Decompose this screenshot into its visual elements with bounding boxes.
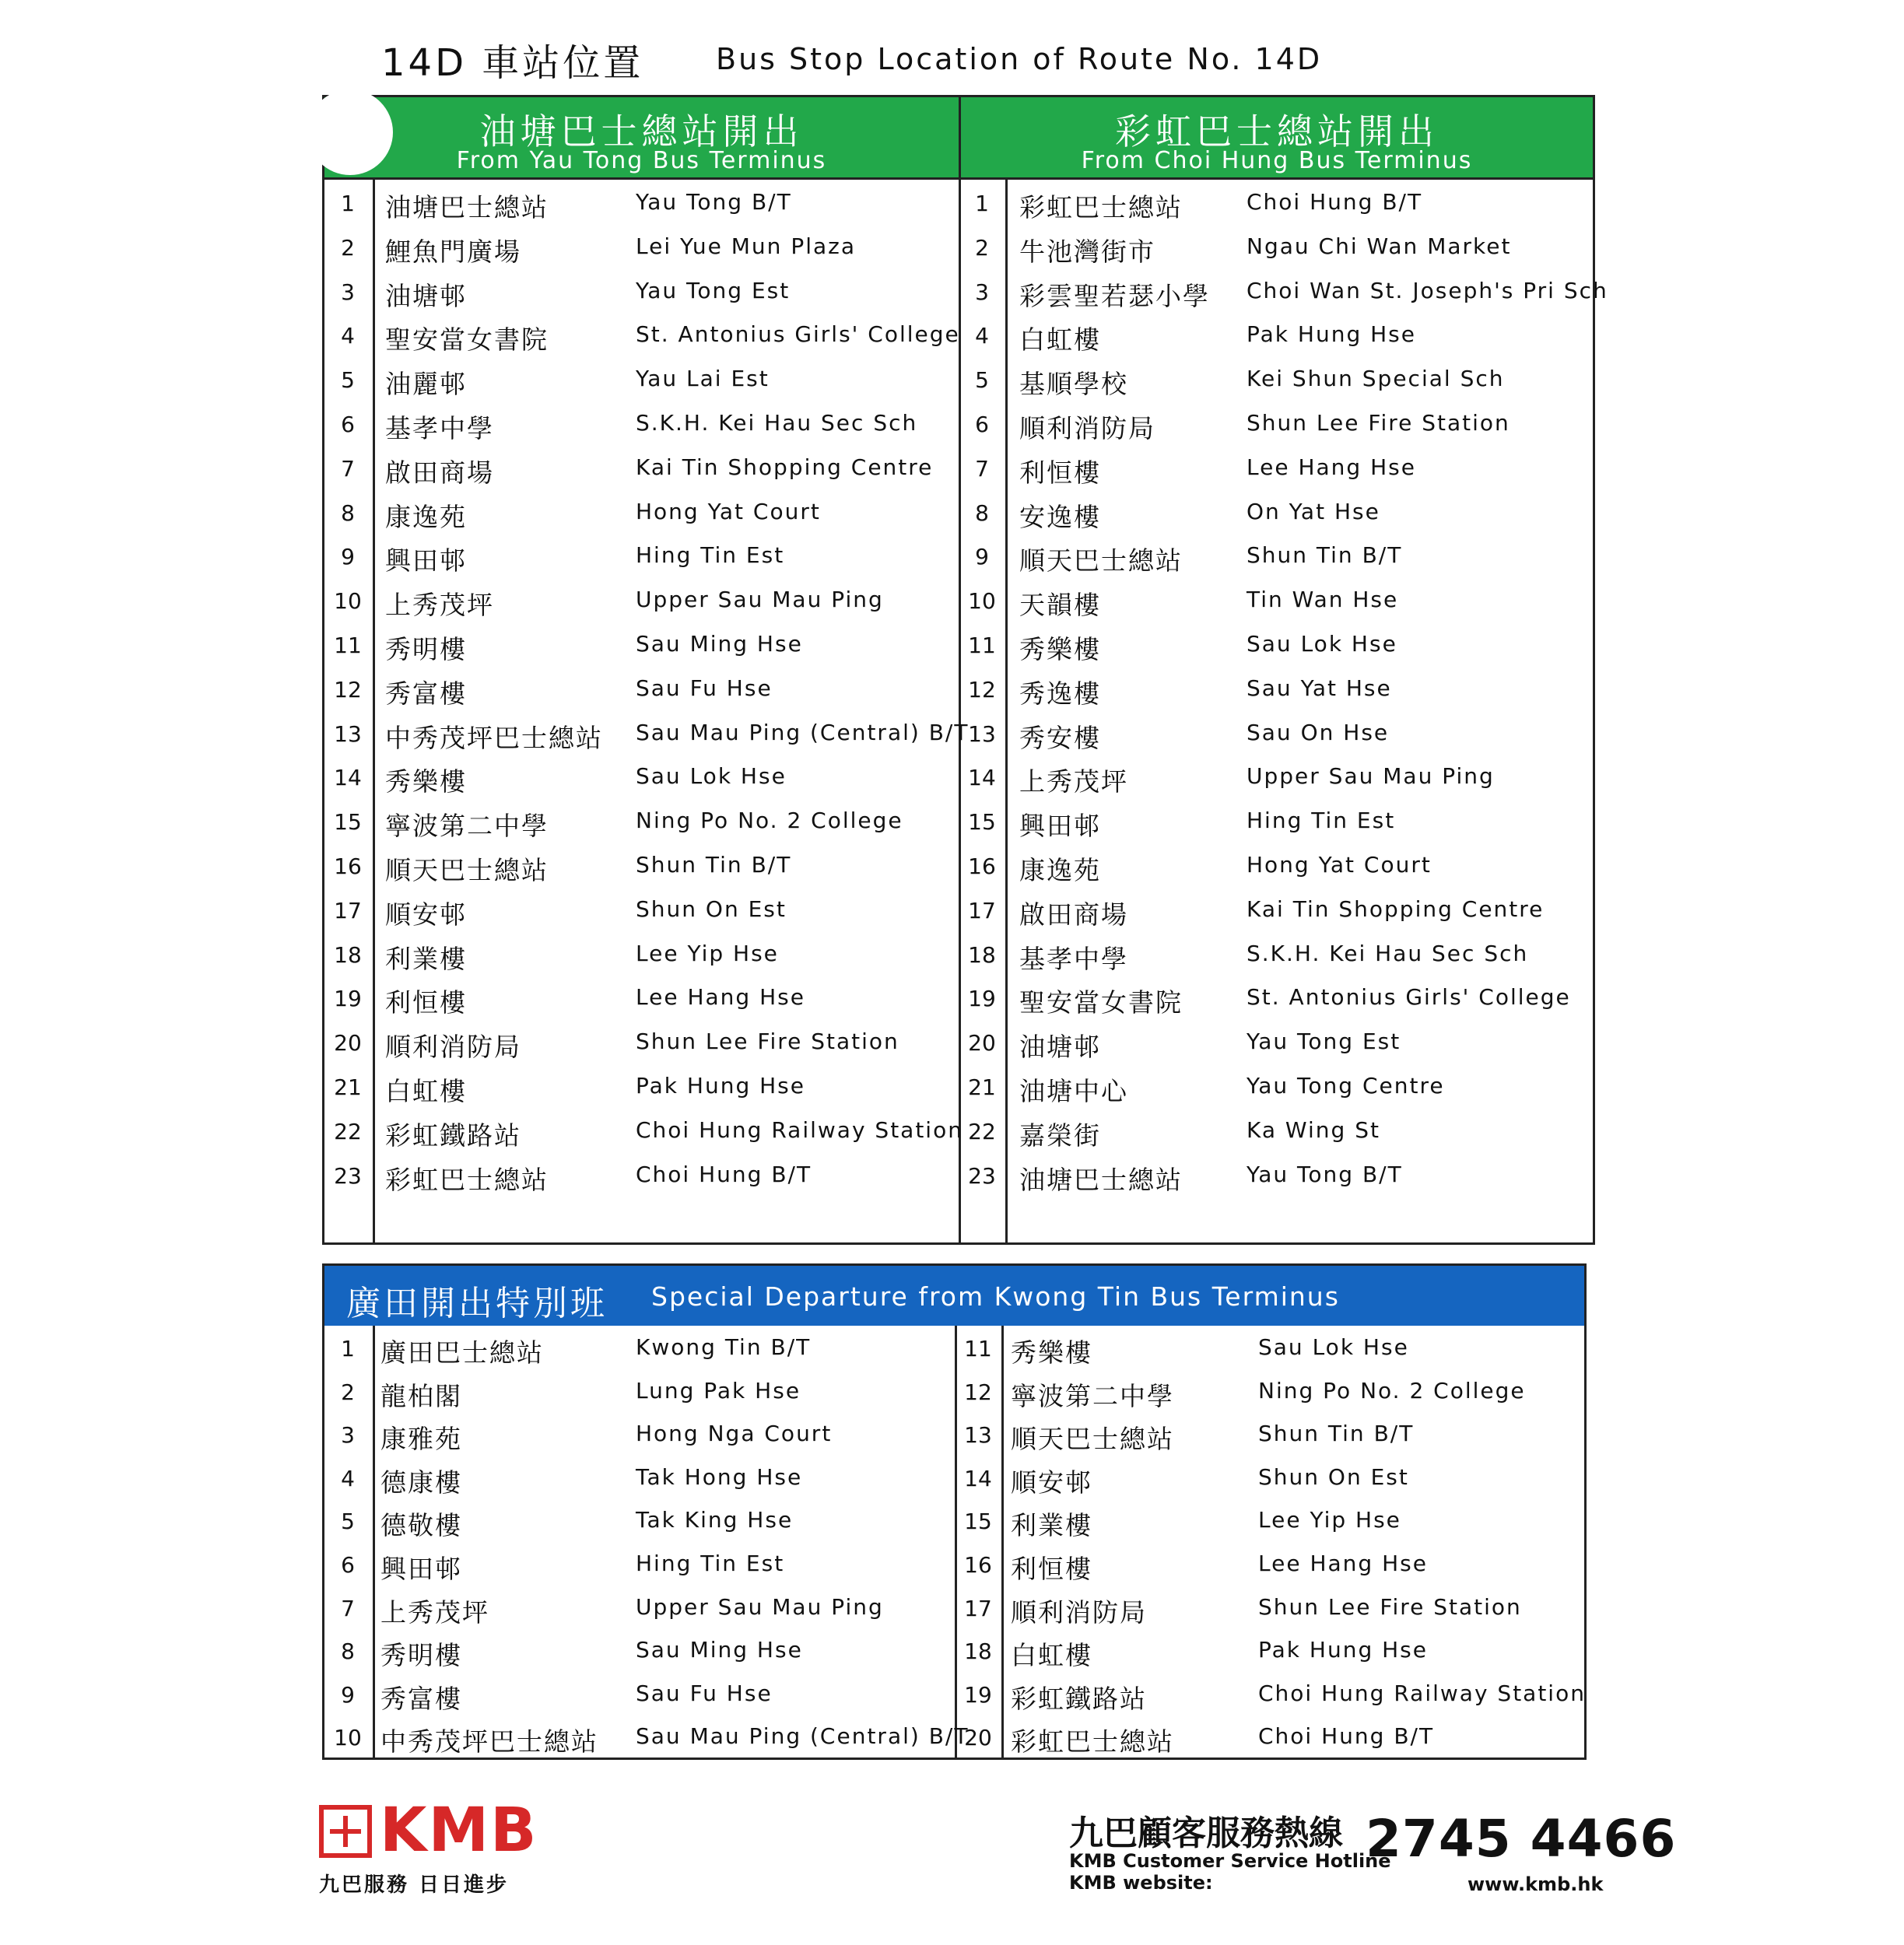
stop-number: 13 bbox=[968, 720, 996, 747]
stop-name-en: Ngau Chi Wan Market bbox=[1247, 233, 1512, 259]
stop-number: 22 bbox=[334, 1118, 362, 1144]
stop-name-zh: 秀富樓 bbox=[380, 1683, 462, 1714]
stop-row bbox=[324, 847, 959, 891]
stop-number: 4 bbox=[341, 323, 355, 349]
stop-row bbox=[324, 494, 959, 538]
stop-name-zh: 順安邨 bbox=[1011, 1467, 1092, 1498]
stop-number: 21 bbox=[968, 1074, 996, 1100]
stop-number: 9 bbox=[341, 544, 355, 570]
stop-row bbox=[959, 582, 1593, 626]
route-table-main bbox=[322, 95, 1608, 1245]
stop-name-zh: 油塘邨 bbox=[1019, 1032, 1101, 1063]
stop-name-en: Choi Hung B/T bbox=[1258, 1723, 1435, 1750]
stop-name-en: Lung Pak Hse bbox=[636, 1377, 801, 1404]
stop-name-en: Hing Tin Est bbox=[1247, 808, 1396, 834]
stop-number: 10 bbox=[968, 588, 996, 615]
stop-name-en: Yau Tong Centre bbox=[1247, 1073, 1445, 1099]
stop-number: 8 bbox=[975, 499, 989, 526]
stop-number: 5 bbox=[341, 367, 355, 394]
stop-name-zh: 秀安樓 bbox=[1019, 722, 1101, 753]
stop-name-en: St. Antonius Girls' College bbox=[1247, 984, 1571, 1011]
stop-name-zh: 油塘邨 bbox=[385, 280, 467, 311]
stop-name-en: S.K.H. Kei Hau Sec Sch bbox=[1247, 940, 1529, 966]
stop-number: 18 bbox=[334, 941, 362, 968]
stop-name-zh: 中秀茂坪巴士總站 bbox=[385, 722, 603, 753]
stop-number: 23 bbox=[968, 1162, 996, 1189]
stop-row bbox=[959, 847, 1593, 891]
stop-name-en: Sau Lok Hse bbox=[1247, 631, 1397, 657]
stop-number: 1 bbox=[341, 191, 355, 216]
stop-row bbox=[955, 1719, 1585, 1762]
stop-name-en: Lei Yue Mun Plaza bbox=[636, 233, 857, 259]
stop-number: 18 bbox=[964, 1638, 992, 1665]
stop-name-zh: 順天巴士總站 bbox=[1011, 1424, 1174, 1455]
page-title bbox=[381, 33, 1626, 95]
stop-number: 20 bbox=[968, 1030, 996, 1057]
stop-number: 12 bbox=[334, 676, 362, 703]
stop-number: 14 bbox=[964, 1465, 992, 1491]
stop-row bbox=[959, 1024, 1593, 1067]
stop-row bbox=[959, 184, 1593, 228]
stop-name-zh: 利業樓 bbox=[1011, 1510, 1092, 1541]
stop-number: 19 bbox=[968, 986, 996, 1012]
stop-name-en: Choi Wan St. Joseph's Pri Sch bbox=[1247, 277, 1608, 303]
direction-1-stop-list bbox=[324, 184, 970, 1242]
stop-name-zh: 秀樂樓 bbox=[1011, 1337, 1092, 1368]
stop-name-zh: 啟田商場 bbox=[385, 457, 494, 488]
stop-name-zh: 利恒樓 bbox=[385, 987, 467, 1018]
stop-name-en: Upper Sau Mau Ping bbox=[636, 1593, 884, 1620]
header-rule bbox=[324, 177, 1593, 180]
stop-row bbox=[955, 1546, 1585, 1589]
stop-name-en: Sau On Hse bbox=[1247, 719, 1390, 745]
stop-name-en: Ka Wing St bbox=[1247, 1116, 1380, 1143]
stop-row bbox=[955, 1632, 1585, 1676]
stop-number: 10 bbox=[334, 1725, 362, 1751]
stop-name-en: Kai Tin Shopping Centre bbox=[1247, 895, 1545, 922]
title-en: Bus Stop Location of Route No. 14D bbox=[716, 42, 1323, 76]
stop-row bbox=[959, 980, 1593, 1023]
stop-name-en: St. Antonius Girls' College bbox=[636, 321, 960, 348]
stop-row bbox=[324, 1113, 963, 1156]
stop-number: 12 bbox=[968, 676, 996, 703]
stop-name-zh: 油塘巴士總站 bbox=[1019, 1164, 1183, 1195]
stop-name-en: Choi Hung Railway Station bbox=[636, 1116, 963, 1143]
kmb-logo-mark-icon bbox=[319, 1805, 372, 1858]
stop-number: 11 bbox=[964, 1336, 992, 1362]
stop-name-en: Tak King Hse bbox=[636, 1507, 794, 1533]
stop-name-en: Lee Yip Hse bbox=[636, 940, 779, 966]
stop-name-en: Kai Tin Shopping Centre bbox=[636, 454, 934, 480]
direction-2-header bbox=[961, 97, 1593, 177]
stop-row bbox=[955, 1416, 1585, 1460]
stop-name-zh: 油麗邨 bbox=[385, 369, 467, 400]
stop-number: 17 bbox=[964, 1595, 992, 1621]
stop-row bbox=[959, 715, 1593, 759]
stop-number: 20 bbox=[964, 1725, 992, 1751]
stop-name-en: Yau Tong B/T bbox=[636, 189, 792, 215]
stop-row bbox=[955, 1460, 1585, 1503]
stop-name-zh: 彩虹鐵路站 bbox=[385, 1120, 521, 1151]
stop-name-zh: 天韻樓 bbox=[1019, 590, 1101, 621]
stop-name-zh: 龍柏閣 bbox=[380, 1380, 462, 1411]
stop-name-zh: 安逸樓 bbox=[1019, 501, 1101, 532]
stop-number: 3 bbox=[975, 279, 989, 305]
stop-row bbox=[959, 494, 1593, 538]
direction-2-stop-list bbox=[959, 184, 1608, 1242]
stop-number: 21 bbox=[334, 1074, 362, 1100]
stop-number: 18 bbox=[968, 941, 996, 968]
stop-name-en: Sau Lok Hse bbox=[1258, 1334, 1409, 1360]
stop-row bbox=[959, 1068, 1593, 1112]
stop-number: 9 bbox=[341, 1681, 355, 1708]
stop-name-zh: 油塘中心 bbox=[1019, 1076, 1128, 1106]
stop-name-zh: 寧波第二中學 bbox=[1011, 1380, 1174, 1411]
stop-name-en: Pak Hung Hse bbox=[636, 1073, 805, 1099]
stop-number: 13 bbox=[334, 720, 362, 747]
stop-name-zh: 順利消防局 bbox=[1011, 1596, 1147, 1628]
stop-name-en: Sau Fu Hse bbox=[636, 1680, 773, 1706]
hotline-title-zh: 九巴顧客服務熱線 bbox=[1069, 1814, 1343, 1853]
stop-name-en: S.K.H. Kei Hau Sec Sch bbox=[636, 410, 918, 436]
stop-number: 1 bbox=[341, 1336, 355, 1362]
stop-row bbox=[324, 1157, 959, 1200]
stop-row bbox=[955, 1373, 1585, 1417]
stop-name-en: Sau Mau Ping (Central) B/T bbox=[636, 719, 970, 745]
stop-name-zh: 彩虹巴士總站 bbox=[1011, 1726, 1174, 1758]
stop-name-zh: 鯉魚門廣場 bbox=[385, 236, 521, 267]
stop-row bbox=[324, 538, 959, 581]
stop-name-en: Pak Hung Hse bbox=[1247, 321, 1416, 348]
stop-row bbox=[324, 1546, 955, 1589]
stop-row bbox=[324, 1460, 955, 1503]
stop-name-en: Sau Fu Hse bbox=[636, 675, 773, 701]
stop-name-en: Shun Lee Fire Station bbox=[636, 1029, 899, 1055]
stop-name-en: Sau Mau Ping (Central) B/T bbox=[636, 1723, 970, 1750]
stop-row bbox=[324, 1416, 955, 1460]
stop-number: 3 bbox=[341, 279, 355, 305]
title-zh: 14D 車站位置 bbox=[381, 41, 644, 85]
stop-name-en: Shun On Est bbox=[1258, 1463, 1409, 1490]
stop-number: 16 bbox=[968, 853, 996, 879]
stop-name-zh: 順天巴士總站 bbox=[1019, 545, 1183, 576]
stop-row bbox=[955, 1589, 1585, 1633]
stop-name-en: Sau Lok Hse bbox=[636, 763, 787, 790]
stop-row bbox=[324, 450, 959, 493]
stop-number: 7 bbox=[341, 455, 355, 482]
stop-name-zh: 白虹樓 bbox=[1011, 1640, 1092, 1671]
stop-name-en: On Yat Hse bbox=[1247, 498, 1380, 524]
stop-row bbox=[959, 936, 1593, 980]
stop-name-zh: 順利消防局 bbox=[1019, 413, 1155, 443]
footer bbox=[0, 1789, 1904, 1945]
stop-row bbox=[324, 980, 959, 1023]
stop-name-en: Shun Lee Fire Station bbox=[1247, 410, 1510, 436]
stop-row bbox=[959, 229, 1593, 272]
stop-number: 15 bbox=[334, 809, 362, 836]
stop-row bbox=[324, 361, 959, 405]
stop-number: 15 bbox=[968, 809, 996, 836]
stop-row bbox=[324, 759, 959, 802]
stop-number: 3 bbox=[341, 1422, 355, 1449]
special-stop-list-left bbox=[324, 1330, 970, 1758]
stop-number: 20 bbox=[334, 1030, 362, 1057]
hotline-number[interactable]: 2745 4466 bbox=[1366, 1809, 1677, 1869]
stop-name-zh: 基孝中學 bbox=[385, 413, 494, 443]
stop-number: 16 bbox=[334, 853, 362, 879]
stop-row bbox=[324, 626, 959, 670]
stop-row bbox=[324, 803, 959, 846]
stop-name-zh: 彩虹巴士總站 bbox=[385, 1164, 549, 1195]
direction-1-header bbox=[324, 97, 959, 177]
stop-name-zh: 上秀茂坪 bbox=[1019, 766, 1128, 797]
stop-name-en: Tin Wan Hse bbox=[1247, 587, 1399, 613]
stop-name-zh: 順安邨 bbox=[385, 899, 467, 930]
stop-number: 6 bbox=[341, 412, 355, 437]
stop-row bbox=[959, 1113, 1593, 1156]
stop-name-en: Hong Yat Court bbox=[1247, 852, 1432, 878]
stop-row bbox=[959, 803, 1593, 846]
stop-name-zh: 興田邨 bbox=[380, 1554, 462, 1584]
stop-name-en: Choi Hung B/T bbox=[1247, 189, 1423, 215]
stop-number: 23 bbox=[334, 1162, 362, 1189]
stop-name-en: Hing Tin Est bbox=[636, 542, 785, 569]
stop-number: 7 bbox=[975, 455, 989, 482]
punch-hole bbox=[307, 89, 393, 175]
stop-name-zh: 秀逸樓 bbox=[1019, 678, 1101, 709]
stop-name-en: Hong Nga Court bbox=[636, 1421, 833, 1447]
stop-name-en: Shun Tin B/T bbox=[1258, 1421, 1415, 1447]
stop-name-zh: 秀樂樓 bbox=[385, 766, 467, 797]
stop-name-en: Lee Hang Hse bbox=[1247, 454, 1416, 480]
stop-row bbox=[959, 626, 1593, 670]
kmb-logo bbox=[319, 1796, 538, 1897]
hotline-title-en: KMB Customer Service Hotline bbox=[1069, 1850, 1391, 1872]
stop-name-en: Kwong Tin B/T bbox=[636, 1334, 812, 1360]
stop-row bbox=[959, 671, 1593, 714]
stop-row bbox=[959, 1157, 1593, 1200]
stop-number: 4 bbox=[341, 1465, 355, 1491]
stop-number: 5 bbox=[341, 1509, 355, 1535]
stop-name-en: Yau Tong B/T bbox=[1247, 1161, 1403, 1187]
stop-name-en: Shun Lee Fire Station bbox=[1258, 1593, 1522, 1620]
stop-name-zh: 秀明樓 bbox=[380, 1640, 462, 1671]
stop-number: 11 bbox=[968, 633, 996, 658]
stop-row bbox=[959, 361, 1593, 405]
stop-name-en: Sau Yat Hse bbox=[1247, 675, 1392, 701]
stop-name-zh: 康雅苑 bbox=[380, 1424, 462, 1455]
stop-name-zh: 白虹樓 bbox=[385, 1076, 467, 1106]
stop-row bbox=[324, 892, 959, 935]
stop-name-en: Tak Hong Hse bbox=[636, 1463, 803, 1490]
stop-number: 7 bbox=[341, 1595, 355, 1621]
stop-name-en: Lee Yip Hse bbox=[1258, 1507, 1401, 1533]
stop-number: 13 bbox=[964, 1422, 992, 1449]
stop-name-en: Hong Yat Court bbox=[636, 498, 821, 524]
stop-name-en: Hing Tin Est bbox=[636, 1551, 785, 1576]
stop-name-en: Sau Ming Hse bbox=[636, 631, 803, 657]
stop-number: 2 bbox=[341, 1379, 355, 1405]
stop-number: 5 bbox=[975, 367, 989, 394]
stop-name-en: Yau Lai Est bbox=[636, 366, 770, 392]
stop-number: 4 bbox=[975, 323, 989, 349]
stop-row bbox=[324, 405, 959, 449]
stop-name-zh: 中秀茂坪巴士總站 bbox=[380, 1726, 598, 1758]
stop-row bbox=[324, 273, 959, 317]
stop-name-en: Yau Tong Est bbox=[636, 277, 791, 303]
stop-name-zh: 廣田巴士總站 bbox=[380, 1337, 544, 1368]
stop-name-en: Shun On Est bbox=[636, 895, 787, 922]
stop-name-zh: 聖安當女書院 bbox=[385, 324, 549, 356]
website-label: KMB website: bbox=[1069, 1872, 1213, 1894]
stop-row bbox=[955, 1502, 1585, 1546]
stop-row bbox=[959, 405, 1593, 449]
stop-name-zh: 彩虹巴士總站 bbox=[1019, 192, 1183, 223]
stop-name-en: Ning Po No. 2 College bbox=[636, 808, 903, 834]
stop-name-zh: 聖安當女書院 bbox=[1019, 987, 1183, 1018]
kmb-slogan: 九巴服務 日日進步 bbox=[319, 1873, 510, 1897]
stop-name-en: Upper Sau Mau Ping bbox=[1247, 763, 1495, 790]
stop-row bbox=[959, 759, 1593, 802]
stop-number: 1 bbox=[975, 191, 989, 216]
stop-row bbox=[955, 1330, 1585, 1373]
stop-name-zh: 德康樓 bbox=[380, 1467, 462, 1498]
stop-number: 14 bbox=[334, 765, 362, 791]
stop-row bbox=[324, 671, 959, 714]
stop-name-zh: 興田邨 bbox=[385, 545, 467, 576]
stop-number: 16 bbox=[964, 1552, 992, 1578]
stop-name-en: Ning Po No. 2 College bbox=[1258, 1377, 1526, 1404]
stop-name-en: Kei Shun Special Sch bbox=[1247, 366, 1505, 392]
stop-name-zh: 啟田商場 bbox=[1019, 899, 1128, 930]
stop-name-zh: 彩雲聖若瑟小學 bbox=[1019, 280, 1210, 311]
stop-name-en: Pak Hung Hse bbox=[1258, 1637, 1428, 1663]
stop-row bbox=[324, 1719, 970, 1762]
stop-number: 19 bbox=[334, 986, 362, 1012]
stop-name-zh: 牛池灣街市 bbox=[1019, 236, 1155, 267]
stop-name-zh: 白虹樓 bbox=[1019, 324, 1101, 356]
stop-name-zh: 康逸苑 bbox=[1019, 855, 1101, 885]
stop-name-zh: 秀富樓 bbox=[385, 678, 467, 709]
direction-1-title-en: From Yau Tong Bus Terminus bbox=[456, 147, 827, 174]
website-link[interactable]: www.kmb.hk bbox=[1467, 1873, 1604, 1895]
stop-row bbox=[324, 1589, 955, 1633]
stop-name-zh: 基順學校 bbox=[1019, 369, 1128, 400]
stop-name-zh: 油塘巴士總站 bbox=[385, 192, 549, 223]
stop-row bbox=[959, 450, 1593, 493]
special-stop-list-right bbox=[955, 1330, 1585, 1758]
stop-number: 12 bbox=[964, 1379, 992, 1405]
stop-row bbox=[324, 1676, 955, 1719]
stop-name-zh: 上秀茂坪 bbox=[380, 1596, 489, 1628]
stop-number: 2 bbox=[341, 234, 355, 261]
stop-row bbox=[959, 892, 1593, 935]
stop-name-en: Yau Tong Est bbox=[1247, 1029, 1401, 1055]
special-title-en: Special Departure from Kwong Tin Bus Terminus bbox=[651, 1281, 1340, 1312]
stop-name-en: Shun Tin B/T bbox=[1247, 542, 1403, 569]
stop-number: 8 bbox=[341, 499, 355, 526]
stop-name-en: Sau Ming Hse bbox=[636, 1637, 803, 1663]
stop-row bbox=[324, 1024, 959, 1067]
stop-number: 14 bbox=[968, 765, 996, 791]
stop-name-zh: 嘉榮街 bbox=[1019, 1120, 1101, 1151]
stop-number: 6 bbox=[341, 1552, 355, 1578]
stop-name-zh: 利恒樓 bbox=[1011, 1554, 1092, 1584]
direction-1-title-zh: 油塘巴士總站開出 bbox=[479, 110, 804, 152]
stop-name-zh: 順利消防局 bbox=[385, 1032, 521, 1063]
stop-name-zh: 彩虹鐵路站 bbox=[1011, 1683, 1147, 1714]
stop-name-zh: 基孝中學 bbox=[1019, 943, 1128, 974]
stop-row bbox=[324, 715, 970, 759]
stop-row bbox=[959, 273, 1608, 317]
stop-name-en: Lee Hang Hse bbox=[636, 984, 805, 1011]
stop-name-zh: 利恒樓 bbox=[1019, 457, 1101, 488]
stop-name-zh: 秀明樓 bbox=[385, 634, 467, 664]
stop-number: 2 bbox=[975, 234, 989, 261]
direction-2-title-en: From Choi Hung Bus Terminus bbox=[1081, 147, 1473, 174]
stop-row bbox=[324, 582, 959, 626]
stop-row bbox=[324, 936, 959, 980]
stop-number: 11 bbox=[334, 633, 362, 658]
direction-2-title-zh: 彩虹巴士總站開出 bbox=[1115, 110, 1439, 152]
stop-name-zh: 上秀茂坪 bbox=[385, 590, 494, 621]
stop-row bbox=[324, 1330, 955, 1373]
stop-name-zh: 利業樓 bbox=[385, 943, 467, 974]
stop-name-en: Choi Hung Railway Station bbox=[1258, 1680, 1586, 1706]
special-title-zh: 廣田開出特別班 bbox=[346, 1284, 608, 1323]
stop-name-zh: 康逸苑 bbox=[385, 501, 467, 532]
stop-row bbox=[324, 1068, 959, 1112]
stop-name-en: Lee Hang Hse bbox=[1258, 1551, 1428, 1576]
stop-name-zh: 順天巴士總站 bbox=[385, 855, 549, 885]
stop-name-en: Upper Sau Mau Ping bbox=[636, 587, 884, 613]
stop-row bbox=[959, 538, 1593, 581]
stop-number: 9 bbox=[975, 544, 989, 570]
stop-number: 19 bbox=[964, 1681, 992, 1708]
stop-name-zh: 秀樂樓 bbox=[1019, 634, 1101, 664]
stop-row bbox=[324, 229, 959, 272]
stop-number: 22 bbox=[968, 1118, 996, 1144]
stop-number: 6 bbox=[975, 412, 989, 437]
stop-row bbox=[324, 1373, 955, 1417]
stop-name-en: Choi Hung B/T bbox=[636, 1161, 812, 1187]
stop-number: 8 bbox=[341, 1638, 355, 1665]
stop-number: 15 bbox=[964, 1509, 992, 1535]
stop-row bbox=[324, 317, 959, 360]
stop-name-zh: 德敬樓 bbox=[380, 1510, 462, 1541]
stop-name-zh: 寧波第二中學 bbox=[385, 811, 549, 842]
stop-row bbox=[324, 1502, 955, 1546]
stop-row bbox=[324, 1632, 955, 1676]
kmb-logo-text: KMB bbox=[380, 1796, 538, 1866]
stop-row bbox=[959, 317, 1593, 360]
stop-number: 17 bbox=[334, 897, 362, 923]
special-departure-table bbox=[322, 1263, 1587, 1760]
stop-name-en: Shun Tin B/T bbox=[636, 852, 792, 878]
stop-row bbox=[955, 1676, 1585, 1719]
stop-row bbox=[324, 184, 959, 228]
special-departure-header bbox=[324, 1266, 1584, 1326]
stop-number: 10 bbox=[334, 588, 362, 615]
stop-number: 17 bbox=[968, 897, 996, 923]
stop-name-zh: 興田邨 bbox=[1019, 811, 1101, 842]
